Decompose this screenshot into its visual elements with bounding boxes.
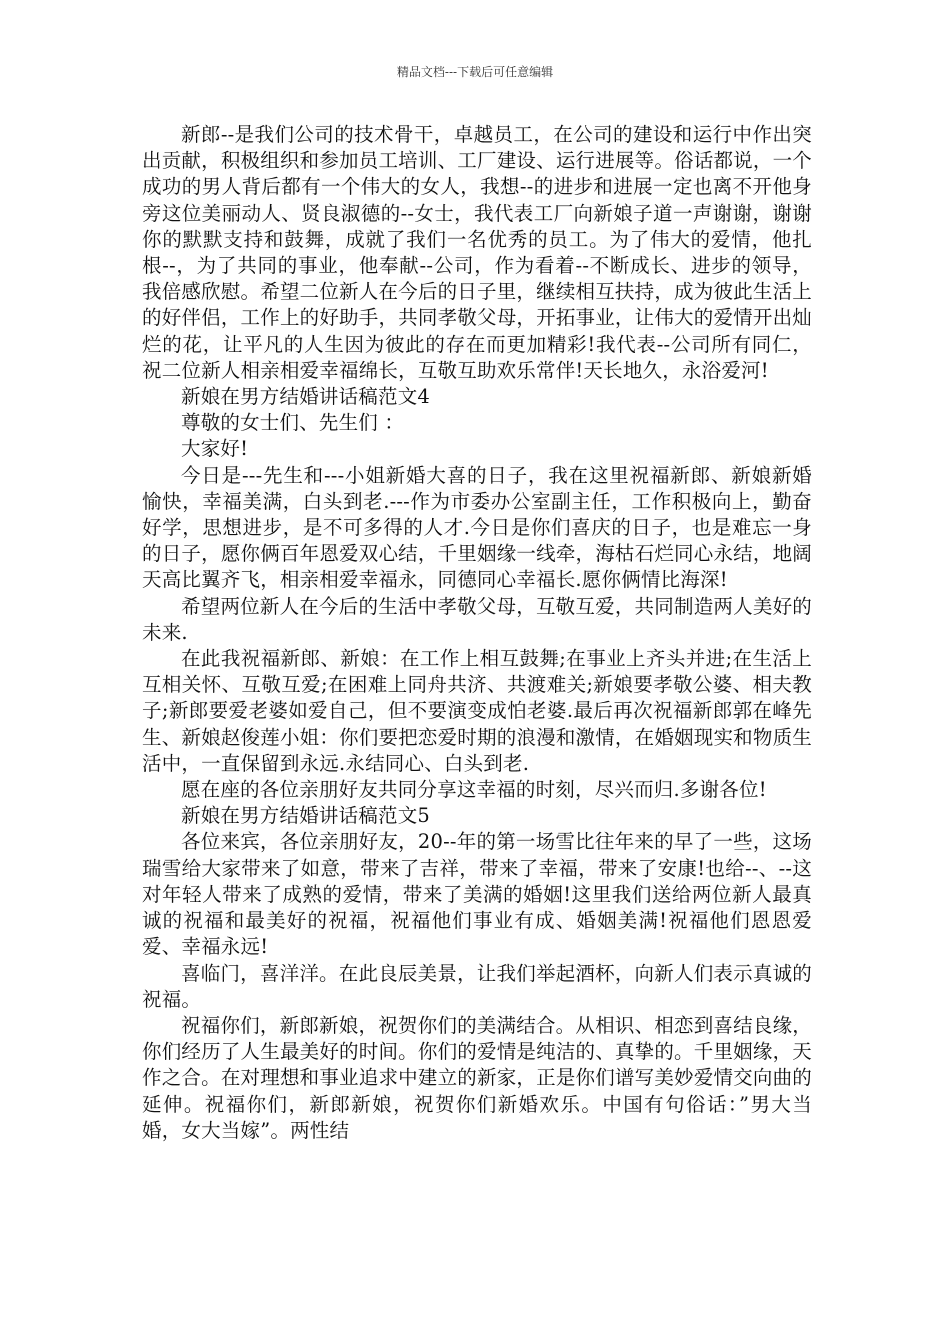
paragraph-wedding-day: 今日是---先生和---小姐新婚大喜的日子，我在这里祝福新郎、新娘新婚愉快，幸福美满，白头到老.---作为市委办公室副主任，工作积极向上，勤奋好学，思想进步，是不可多得的人才.今日是你们喜庆的日子，也是难忘一身的日子，愿你俩百年恩爱双心结，千里姻缘一线牵，海枯石烂同心永结，地阔天高比翼齐飞，相亲相爱幸福永，同德同心幸福长.愿你俩情比海深! [142, 463, 812, 592]
paragraph-thanks: 愿在座的各位亲朋好友共同分享这幸福的时刻，尽兴而归.多谢各位! [181, 778, 767, 802]
paragraph-colleague-praise: 新郎--是我们公司的技术骨干，卓越员工，在公司的建设和运行中作出突出贡献，积极组织和参加员工培训、工厂建设、运行进展等。俗话都说，一个成功的男人背后都有一个伟大的女人，我想--的进步和进展一定也离不开他身旁这位美丽动人、贤良淑德的--女士，我代表工厂向新娘子道一声谢谢，谢谢你的默默支持和鼓舞，成就了我们一名优秀的员工。为了伟大的爱情，他扎根--，为了共同的事业，他奉献--公司，作为看着--不断成长、进步的领导，我倍感欣慰。希望二位新人在今后的日子里，继续相互扶持，成为彼此生活上的好伴侣，工作上的好助手，共同孝敬父母，开拓事业，让伟大的爱情开出灿烂的花，让平凡的人生因为彼此的存在而更加精彩!我代表--公司所有同仁，祝二位新人相亲相爱幸福绵长，互敬互助欢乐常伴!天长地久，永浴爱河! [142, 123, 812, 382]
paragraph-blessing: 在此我祝福新郎、新娘：在工作上相互鼓舞;在事业上齐头并进;在生活上互相关怀、互敬互爱;在困难上同舟共济、共渡难关;新娘要孝敬公婆、相夫教子;新郎要爱老婆如爱自己，但不要演变成怕老婆.最后再次祝福新郎郭在峰先生、新娘赵俊莲小姐：你们要把恋爱时期的浪漫和激情，在婚姻现实和物质生活中，一直保留到永远.永结同心、白头到老. [142, 647, 812, 775]
paragraph-hope: 希望两位新人在今后的生活中孝敬父母，互敬互爱，共同制造两人美好的未来. [142, 594, 812, 644]
document-body [142, 122, 812, 1144]
section-heading-4: 新娘在男方结婚讲话稿范文4 [181, 385, 431, 409]
salutation: 尊敬的女士们、先生们 ： [181, 411, 405, 435]
page-header: 精品文档---下载后可任意编辑 [396, 65, 554, 79]
paragraph-congratulations: 祝福你们，新郎新娘，祝贺你们的美满结合。从相识、相恋到喜结良缘，你们经历了人生最美好的时间。你们的爱情是纯洁的、真挚的。千里姻缘，天作之合。在对理想和事业追求中建立的新家，正是你们谱写美妙爱情交向曲的延伸。祝福你们，新郎新娘，祝贺你们新婚欢乐。中国有句俗话：”男大当婚，女大当嫁”。两性结 [142, 1013, 812, 1142]
greeting: 大家好! [181, 437, 249, 461]
section-heading-5: 新娘在男方结婚讲话稿范文5 [181, 804, 431, 828]
paragraph-toast: 喜临门，喜洋洋。在此良辰美景，让我们举起酒杯，向新人们表示真诚的祝福。 [142, 961, 812, 1011]
paragraph-first-snow: 各位来宾，各位亲朋好友，20--年的第一场雪比往年来的早了一些，这场瑞雪给大家带来了如意，带来了吉祥，带来了幸福，带来了安康!也给--、--这对年轻人带来了成熟的爱情，带来了美满的婚姻!这里我们送给两位新人最真诚的祝福和最美好的祝福，祝福他们事业有成、婚姻美满!祝福他们恩恩爱爱、幸福永远! [142, 830, 812, 959]
